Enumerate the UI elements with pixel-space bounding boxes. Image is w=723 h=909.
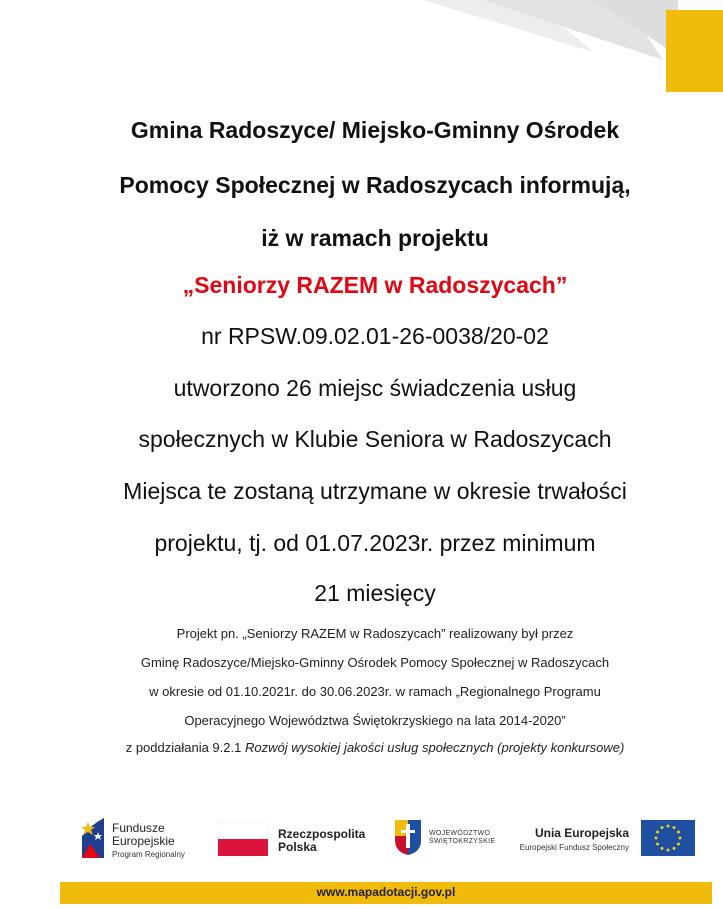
announcement-line-7: społecznych w Klubie Seniora w Radoszycach — [138, 426, 612, 452]
announcement-line-8: Miejsca te zostaną utrzymane w okresie trwałości — [123, 478, 627, 504]
fundusze-line-1: Fundusze — [112, 821, 165, 835]
project-number: nr RPSW.09.02.01-26-0038/20-02 — [201, 323, 549, 349]
logos-row — [0, 808, 723, 868]
eu-flag-icon — [641, 820, 695, 856]
fundusze-line-2: Europejskie — [112, 834, 175, 848]
headline-line-2: Pomocy Społecznej w Radoszycach informują, — [119, 172, 631, 198]
unia-line-1: Unia Europejska — [534, 826, 629, 840]
project-title: „Seniorzy RAZEM w Radoszycach” — [182, 272, 568, 298]
fundusze-emblem-icon — [78, 814, 108, 860]
decorative-corner-shapes — [423, 0, 723, 92]
details-line-1: Projekt pn. „Seniorzy RAZEM w Radoszycach” realizowany był przez — [176, 626, 574, 641]
details-line-5 — [60, 740, 690, 755]
wojewodztwo-line-1: WOJEWÓDZTWO — [429, 830, 491, 837]
details-line-4: Operacyjnego Województwa Świętokrzyskiego na lata 2014-2020” — [184, 713, 566, 728]
details-line-5-prefix: z poddziałania 9.2.1 — [125, 740, 245, 755]
footer-bar — [60, 882, 712, 904]
footer-url-link[interactable]: www.mapadotacji.gov.pl — [316, 885, 456, 899]
fundusze-line-3: Program Regionalny — [112, 850, 185, 859]
rzeczpospolita-line-1: Rzeczpospolita — [278, 827, 366, 841]
announcement-line-9: projektu, tj. od 01.07.2023r. przez minimum — [154, 530, 596, 556]
rzeczpospolita-polska-logo — [218, 808, 378, 868]
details-line-2: Gminę Radoszyce/Miejsko-Gminny Ośrodek Pomocy Społecznej w Radoszycach — [140, 655, 610, 670]
announcement-line-10: 21 miesięcy — [314, 580, 436, 606]
fundusze-europejskie-logo — [78, 808, 208, 868]
wojewodztwo-line-2: ŚWIĘTOKRZYSKIE — [429, 838, 496, 845]
unia-europejska-logo — [510, 808, 695, 868]
announcement-line-6: utworzono 26 miejsc świadczenia usług — [173, 375, 577, 401]
headline-line-1: Gmina Radoszyce/ Miejsko-Gminny Ośrodek — [130, 117, 620, 143]
project-details — [60, 626, 690, 766]
wojewodztwo-swietokrzyskie-logo — [393, 808, 503, 868]
headline-line-3: iż w ramach projektu — [261, 225, 489, 251]
details-line-3: w okresie od 01.10.2021r. do 30.06.2023r. w ramach „Regionalnego Programu — [149, 684, 601, 699]
details-line-5-italic: Rozwój wysokiej jakości usług społecznych (projekty konkursowe) — [244, 740, 625, 755]
rzeczpospolita-line-2: Polska — [278, 840, 317, 854]
coat-of-arms-icon — [393, 818, 423, 856]
polish-flag-icon — [218, 822, 268, 856]
unia-line-2: Europejski Fundusz Społeczny — [519, 843, 629, 852]
